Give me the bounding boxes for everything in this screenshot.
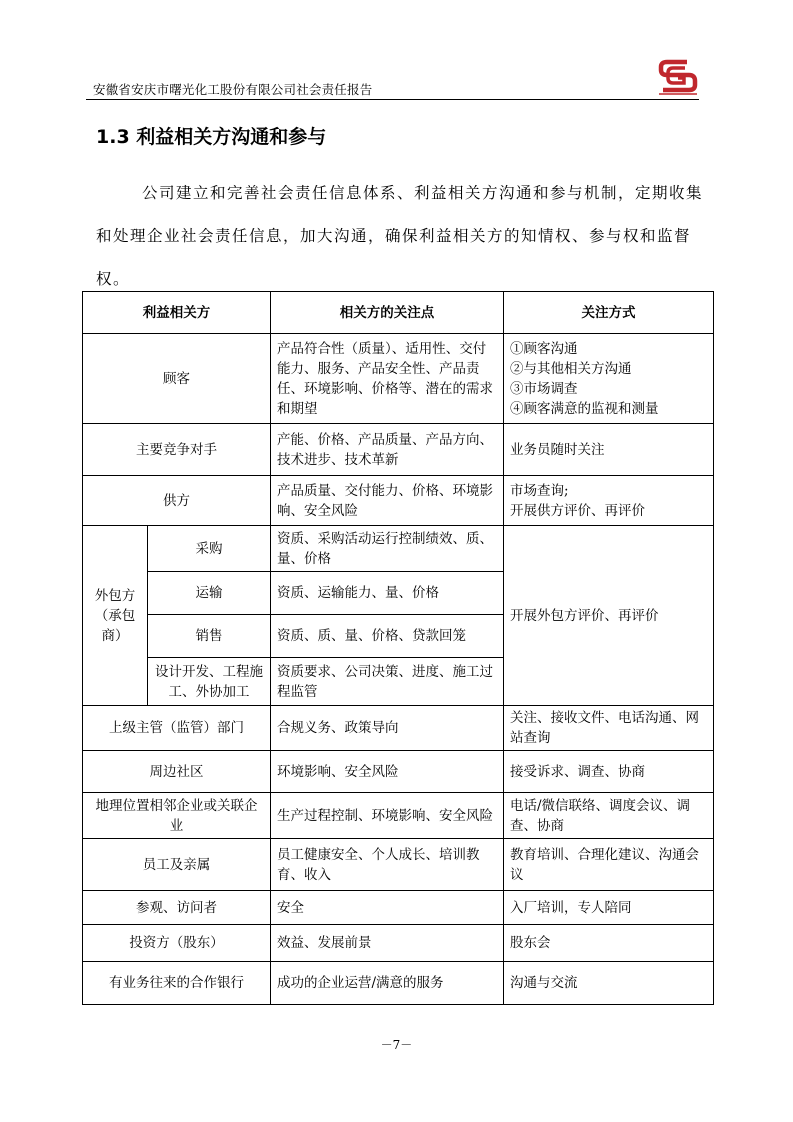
method-line: 开展供方评价、再评价: [510, 502, 645, 519]
focus-cell: 产品质量、交付能力、价格、环境影响、安全风险: [271, 476, 504, 526]
sg-logo-icon: [657, 56, 699, 96]
focus-cell: 效益、发展前景: [271, 925, 504, 962]
method-line: ④顾客满意的监视和测量: [510, 400, 659, 417]
sub-stakeholder-name: 运输: [148, 572, 271, 615]
stakeholder-name: 主要竞争对手: [83, 424, 271, 476]
focus-cell: 资质要求、公司决策、进度、施工过程监管: [271, 658, 504, 706]
table-row-competitor: [83, 424, 714, 476]
focus-cell: 成功的企业运营/满意的服务: [271, 962, 504, 1005]
stakeholder-table: [82, 291, 714, 1005]
stakeholder-name: 顾客: [83, 334, 271, 424]
page-number: －7－: [380, 1038, 413, 1052]
method-cell: [504, 334, 714, 424]
focus-cell: 资质、质、量、价格、贷款回笼: [271, 615, 504, 658]
method-cell: 股东会: [504, 925, 714, 962]
outsource-group-name: [83, 526, 148, 706]
sub-stakeholder-name: 销售: [148, 615, 271, 658]
method-cell: 入厂培训，专人陪同: [504, 891, 714, 925]
section-title: 1.3 利益相关方沟通和参与: [96, 126, 327, 148]
header-method: 关注方式: [504, 292, 714, 334]
table-header-row: [83, 292, 714, 334]
group-line: 外包方: [94, 587, 136, 604]
method-cell: 接受诉求、调查、协商: [504, 751, 714, 793]
header-stakeholder: 利益相关方: [83, 292, 271, 334]
method-line: ②与其他相关方沟通: [510, 360, 632, 377]
table-row: [83, 839, 714, 891]
section-intro-paragraph: 公司建立和完善社会责任信息体系、利益相关方沟通和参与机制，定期收集和处理企业社会责任信息，加大沟通，确保利益相关方的知情权、参与权和监督权。: [96, 184, 704, 288]
focus-cell: 员工健康安全、个人成长、培训教育、收入: [271, 839, 504, 891]
method-line: ③市场调查: [510, 380, 578, 397]
stakeholder-name: 有业务往来的合作银行: [83, 962, 271, 1005]
group-line: 商）: [101, 627, 129, 644]
focus-cell: 资质、运输能力、量、价格: [271, 572, 504, 615]
focus-cell: 产品符合性（质量）、适用性、交付能力、服务、产品安全性、产品责任、环境影响、价格等、潜在的需求和期望: [271, 334, 504, 424]
stakeholder-name: 地理位置相邻企业或关联企业: [83, 793, 271, 839]
method-line: ①顾客沟通: [510, 340, 578, 357]
focus-cell: 产能、价格、产品质量、产品方向、技术进步、技术革新: [271, 424, 504, 476]
sub-stakeholder-name: 设计开发、工程施工、外协加工: [148, 658, 271, 706]
method-cell: 开展外包方评价、再评价: [504, 526, 714, 706]
table-row: [83, 706, 714, 751]
table-row: [83, 962, 714, 1005]
group-line: （承包: [94, 607, 136, 624]
header-focus: 相关方的关注点: [271, 292, 504, 334]
header-divider: [86, 99, 699, 100]
table-row-supplier: [83, 476, 714, 526]
focus-cell: 合规义务、政策导向: [271, 706, 504, 751]
table-row-customer: [83, 334, 714, 424]
method-cell: 业务员随时关注: [504, 424, 714, 476]
table-row-outsource-purchase: [83, 526, 714, 572]
method-cell: 关注、接收文件、电话沟通、网站查询: [504, 706, 714, 751]
method-cell: 电话/微信联络、调度会议、调查、协商: [504, 793, 714, 839]
method-cell: 沟通与交流: [504, 962, 714, 1005]
sub-stakeholder-name: 采购: [148, 526, 271, 572]
method-cell: 教育培训、合理化建议、沟通会议: [504, 839, 714, 891]
table-row: [83, 925, 714, 962]
focus-cell: 资质、采购活动运行控制绩效、质、量、价格: [271, 526, 504, 572]
stakeholder-name: 投资方（股东）: [83, 925, 271, 962]
method-line: 市场查询;: [510, 482, 569, 499]
focus-cell: 生产过程控制、环境影响、安全风险: [271, 793, 504, 839]
method-cell: [504, 476, 714, 526]
table-row: [83, 891, 714, 925]
stakeholder-name: 上级主管（监管）部门: [83, 706, 271, 751]
focus-cell: 安全: [271, 891, 504, 925]
table-row: [83, 793, 714, 839]
focus-cell: 环境影响、安全风险: [271, 751, 504, 793]
stakeholder-name: 周边社区: [83, 751, 271, 793]
table-row: [83, 751, 714, 793]
stakeholder-name: 员工及亲属: [83, 839, 271, 891]
stakeholder-name: 参观、访问者: [83, 891, 271, 925]
stakeholder-name: 供方: [83, 476, 271, 526]
report-header-title: 安徽省安庆市曙光化工股份有限公司社会责任报告: [93, 82, 373, 97]
